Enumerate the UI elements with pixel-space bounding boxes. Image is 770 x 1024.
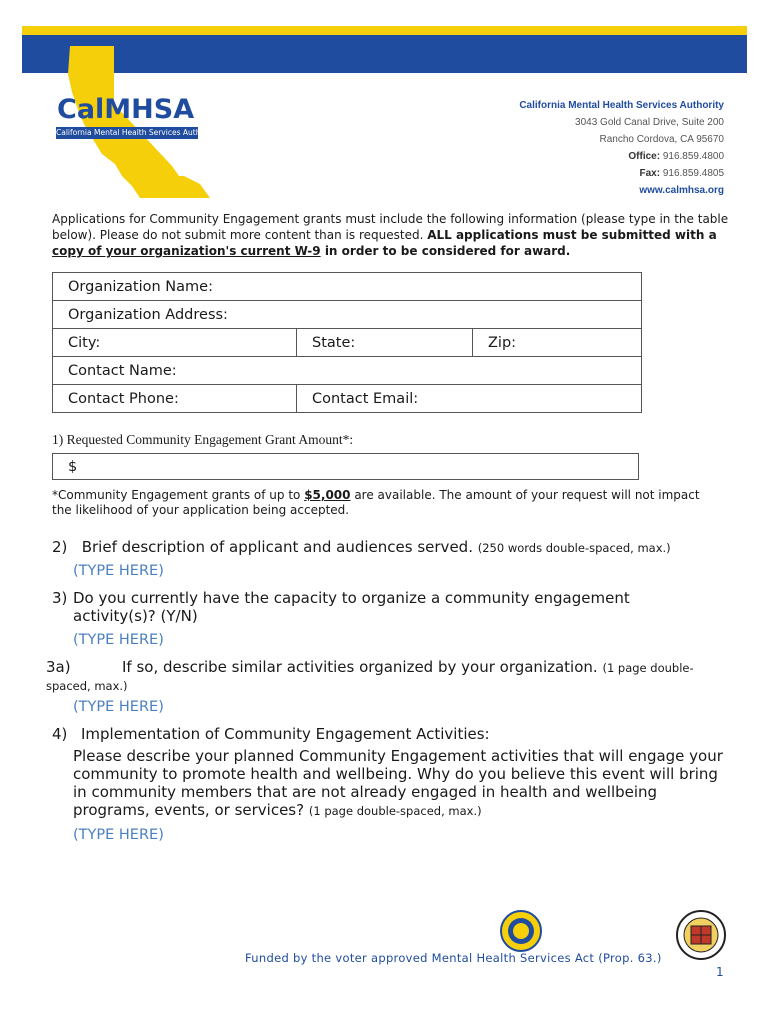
note-text: *Community Engagement grants of up to: [52, 488, 305, 502]
q3-answer-placeholder[interactable]: (TYPE HERE): [73, 632, 164, 648]
q4-answer-placeholder[interactable]: (TYPE HERE): [73, 827, 164, 843]
contact-block: [519, 97, 724, 199]
intro-bold-end: in order to be considered for award.: [320, 244, 571, 258]
address-line1: 3043 Gold Canal Drive, Suite 200: [575, 117, 724, 128]
grant-amount-field[interactable]: $: [52, 453, 639, 480]
q4-title: Implementation of Community Engagement Activities:: [81, 725, 490, 743]
q2-heading: [52, 538, 671, 557]
org-name: California Mental Health Services Authority: [519, 100, 724, 111]
q3-number: 3): [52, 589, 68, 607]
q3a-text: If so, describe similar activities organized by your organization.: [122, 658, 598, 676]
q3-text: Do you currently have the capacity to organize a community engagement activity(s)? (Y/N): [73, 589, 630, 625]
grant-note: [52, 488, 712, 518]
q3a-number: 3a): [46, 658, 71, 676]
contact-email-field[interactable]: Contact Email:: [297, 385, 642, 413]
q4-limit: (1 page double-spaced, max.): [308, 804, 482, 818]
q4-text: Please describe your planned Community Engagement activities that will engage your community to promote health and wellbeing. Why do you believe this event will bring in community members that are not already engaged in health and wellbeing programs, events, or services?: [73, 747, 723, 819]
contact-name-field[interactable]: Contact Name:: [53, 357, 642, 385]
org-address-field[interactable]: Organization Address:: [53, 301, 642, 329]
q3a-limit-line2: spaced, max.): [46, 679, 128, 693]
q1-label: 1) Requested Community Engagement Grant Amount*:: [52, 432, 354, 447]
logo-subtitle: California Mental Health Services Authority: [56, 128, 218, 137]
q3a-limit-cont: [46, 676, 128, 695]
contact-phone-field[interactable]: Contact Phone:: [53, 385, 297, 413]
zip-field[interactable]: Zip:: [473, 329, 642, 357]
q3a-limit: (1 page double-: [602, 661, 694, 675]
funding-statement: Funded by the voter approved Mental Health Services Act (Prop. 63.): [245, 951, 662, 965]
grant-max-amount: $5,000: [304, 488, 351, 502]
intro-w9-requirement: copy of your organization's current W-9: [52, 244, 321, 258]
fax-phone: 916.859.4805: [662, 168, 724, 179]
organization-info-table: [52, 272, 642, 413]
county-seal-icon: [676, 910, 726, 960]
q2-number: 2): [52, 538, 68, 556]
q3a-heading: [122, 658, 694, 677]
state-field[interactable]: State:: [297, 329, 473, 357]
website-link[interactable]: www.calmhsa.org: [639, 185, 724, 196]
office-phone: 916.859.4800: [662, 151, 724, 162]
q4-number: 4): [52, 725, 68, 743]
org-name-field[interactable]: Organization Name:: [53, 273, 642, 301]
fax-label: Fax:: [639, 168, 661, 179]
intro-text: Applications for Community Engagement grants must include the following information (please type in the table below). Please do not submit more content than is requested.: [52, 212, 729, 242]
q4-body: [73, 747, 733, 820]
calmhsa-logo: CalMHSA: [57, 94, 195, 125]
intro-bold: ALL applications must be submitted with a: [427, 228, 717, 242]
q3a-answer-placeholder[interactable]: (TYPE HERE): [73, 699, 164, 715]
intro-paragraph: [52, 211, 732, 259]
note-text-end: are available. The amount of your request will not impact the likelihood of your application being accepted.: [52, 488, 700, 517]
page-number: 1: [716, 965, 724, 979]
q2-text: Brief description of applicant and audiences served.: [81, 538, 473, 556]
q2-answer-placeholder[interactable]: (TYPE HERE): [73, 563, 164, 579]
office-label: Office:: [628, 151, 661, 162]
city-field[interactable]: City:: [53, 329, 297, 357]
address-line2: Rancho Cordova, CA 95670: [599, 134, 724, 145]
mhsa-seal-icon: [500, 910, 542, 952]
q2-limit: (250 words double-spaced, max.): [477, 541, 671, 555]
